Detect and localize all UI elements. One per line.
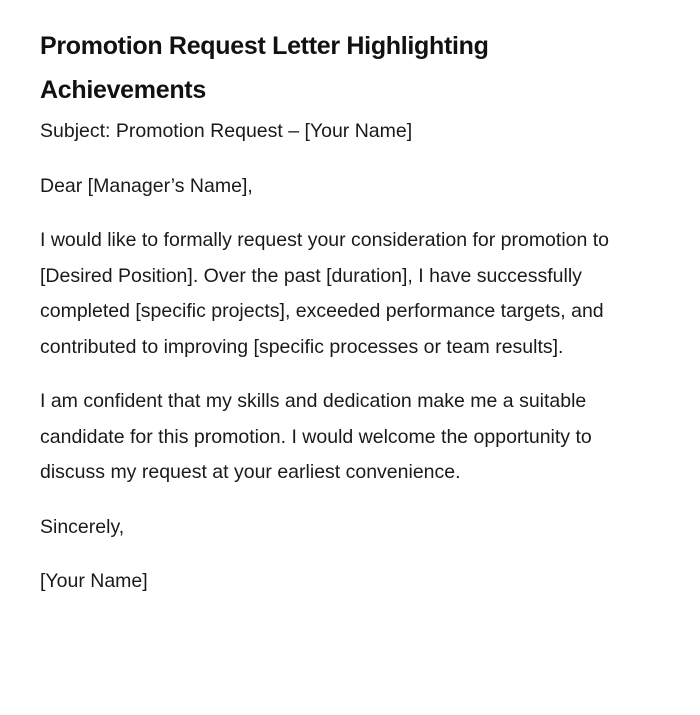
body-paragraph: I am confident that my skills and dedication make me a suitable candidate for this promotion. I would welcome the opportunity to discuss my request at your earliest convenience. [40, 390, 592, 483]
closing: Sincerely, [40, 515, 125, 538]
body-paragraph: I would like to formally request your consideration for promotion to [Desired Position]. Over the past [duration], I have successfully completed [specific projects], exceeded performance targets, and contributed to improving [specific processes or team results]. [40, 229, 610, 358]
subject-line: Subject: Promotion Request – [Your Name] [40, 120, 413, 142]
signature: [Your Name] [40, 570, 148, 592]
page-title: Promotion Request Letter Highlighting Achievements [40, 32, 489, 104]
greeting: Dear [Manager’s Name], [40, 174, 253, 197]
